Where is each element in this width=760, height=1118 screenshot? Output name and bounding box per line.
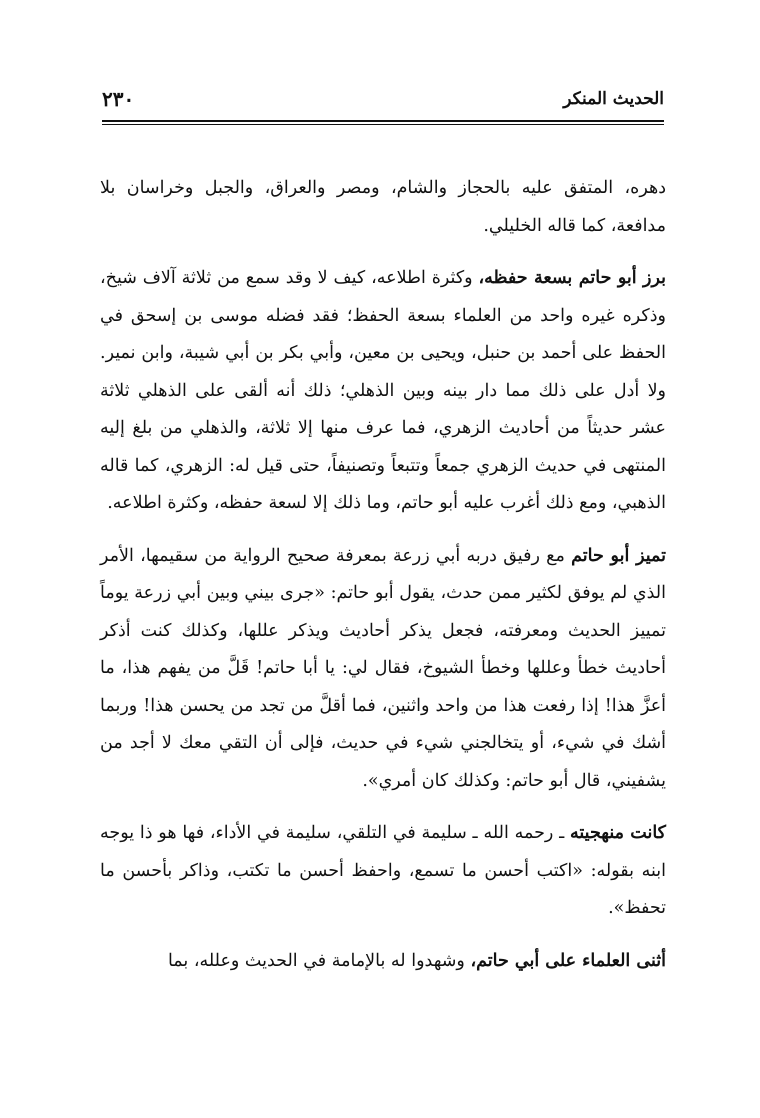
- paragraph-distinction: [100, 538, 666, 801]
- paragraph-lead: أثنى العلماء على أبي حاتم،: [470, 950, 666, 971]
- paragraph-text: وكثرة اطلاعه، كيف لا وقد سمع من ثلاثة آلاف شيخ، وذكره غيره واحد من العلماء بسعة الحفظ؛ فقد فضله موسى بن إسحق في الحفظ على أحمد بن حنبل، ويحيى بن معين، وأبي بكر بن أبي شيبة، وابن نمير. ولا أدل على ذلك مما دار بينه وبين الذهلي؛ ذلك أنه ألقى على الذهلي ثلاثة عشر حديثاً من أحاديث الزهري، فما عرف منها إلا ثلاثة، والذهلي من بلغ إليه المنتهى في حديث الزهري جمعاً وتتبعاً وتصنيفاً، حتى قيل له: الزهري، كما قاله الذهبي، ومع ذلك أغرب عليه أبو حاتم، وما ذلك إلا لسعة حفظه، وكثرة اطلاعه.: [100, 268, 666, 513]
- paragraph-lead: تميز أبو حاتم: [571, 545, 666, 566]
- paragraph-text: وشهدوا له بالإمامة في الحديث وعلله، بما: [167, 950, 471, 971]
- body-text: [100, 170, 666, 995]
- paragraph-text: ـ رحمه الله ـ سليمة في التلقي، سليمة في الأداء، فها هو ذا يوجه ابنه بقوله: «اكتب أحسن ما تسمع، واحفظ أحسن ما تكتب، وذاكر بأحسن ما تحفظ».: [100, 823, 666, 918]
- running-head: [102, 84, 664, 116]
- running-title: الحديث المنكر: [563, 89, 664, 109]
- paragraph-lead: كانت منهجيته: [570, 823, 666, 843]
- paragraph-praise: [100, 943, 666, 981]
- paragraph-continuation: [100, 170, 666, 245]
- paragraph-lead: برز أبو حاتم بسعة حفظه،: [478, 268, 667, 288]
- paragraph-text: مع رفيق دربه أبي زرعة بمعرفة صحيح الرواية من سقيمها، الأمر الذي لم يوفق لكثير ممن حدث، يقول أبو حاتم: «جرى بيني وبين أبي زرعة يوماً تمييز الحديث ومعرفته، فجعل يذكر أحاديث ويذكر عللها، وكذلك كنت أذكر أحاديث خطأ وعللها وخطأ الشيوخ، فقال لي: يا أبا حاتم! قَلَّ من يفهم هذا، ما أعزَّ هذا! إذا رفعت هذا من واحد واثنين، فما أقلَّ من تجد من يحسن هذا! وربما أشك في شيء، أو يتخالجني شيء في حديث، فإلى أن التقي معك لا أجد من يشفيني، قال أبو حاتم: وكذلك كان أمري».: [100, 545, 666, 791]
- header-rule-thick: [102, 120, 664, 122]
- paragraph-memory: [100, 260, 666, 523]
- paragraph-text: دهره، المتفق عليه بالحجاز والشام، ومصر والعراق، والجبل وخراسان بلا مدافعة، كما قاله الخليلي.: [100, 178, 666, 236]
- header-rule-thin: [102, 124, 664, 125]
- page-number: ٢٣٠: [102, 87, 135, 111]
- paragraph-methodology: [100, 815, 666, 928]
